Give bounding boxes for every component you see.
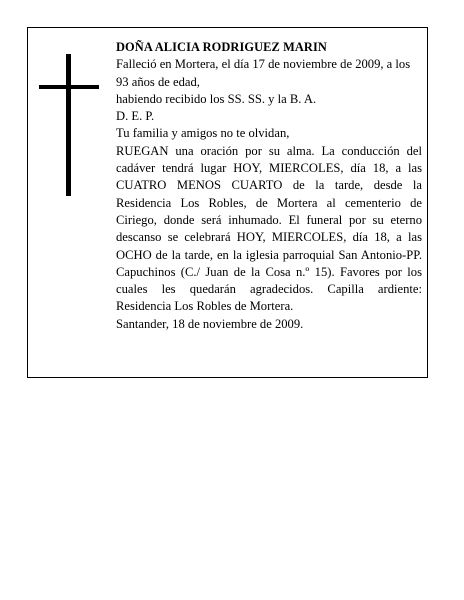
obituary-notice bbox=[27, 27, 428, 378]
place-date-line: Santander, 18 de noviembre de 2009. bbox=[116, 316, 304, 331]
funeral-details: RUEGAN una oración por su alma. La conducción del cadáver tendrá lugar HOY, MIERCOLES, día 18, a las CUATRO MENOS CUARTO de la tarde, desde la Residencia Los Robles, de Mortera al cementerio de Ciriego, donde será inhumado. El funeral por su eterno descanso se celebrará HOY, MIERCOLES, día 18, a las OCHO de la tarde, en la iglesia parroquial San Antonio-PP. Capuchinos (C./ Juan de la Cosa n.º 15). Favores por los cuales les quedarán agradecidos. Capilla ardiente: Residencia Los Robles de Mortera. bbox=[116, 143, 422, 314]
obituary-text bbox=[116, 39, 422, 333]
cross-icon bbox=[39, 54, 99, 196]
sacraments-line: habiendo recibido los SS. SS. y la B. A. bbox=[116, 91, 317, 106]
cross-vertical-bar bbox=[66, 54, 71, 196]
deceased-name: DOÑA ALICIA RODRIGUEZ MARIN bbox=[116, 40, 327, 54]
family-line: Tu familia y amigos no te olvidan, bbox=[116, 126, 290, 141]
cross-horizontal-bar bbox=[39, 85, 99, 89]
rip-line: D. E. P. bbox=[116, 109, 155, 124]
death-line: Falleció en Mortera, el día 17 de noviembre de 2009, a los 93 años de edad, bbox=[116, 57, 411, 89]
